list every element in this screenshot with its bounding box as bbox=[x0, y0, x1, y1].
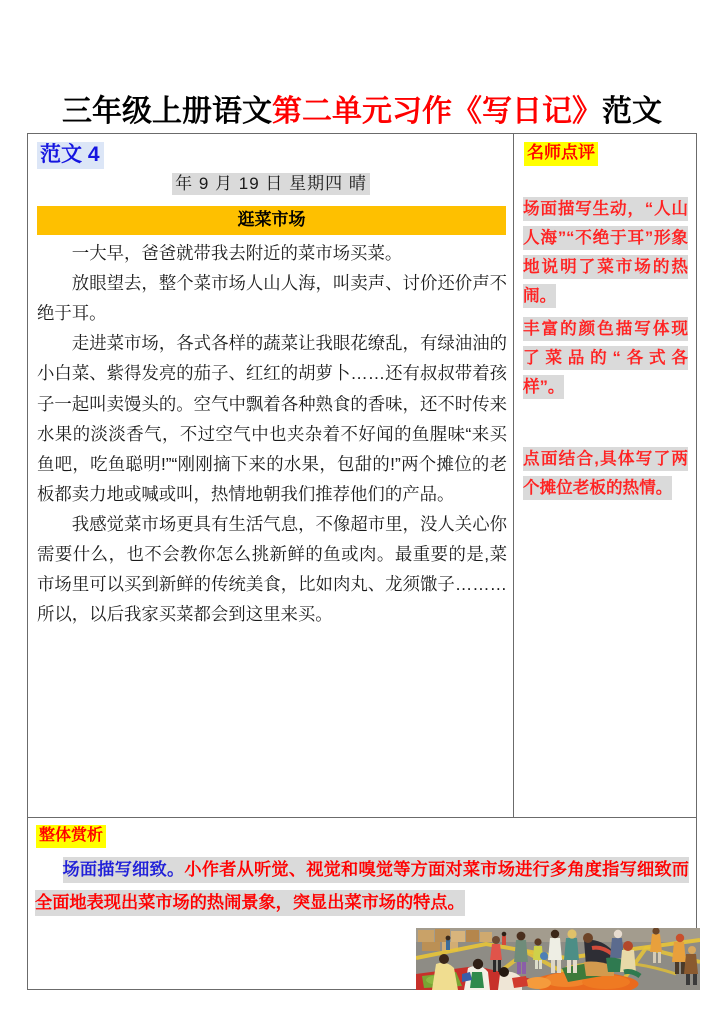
analysis-heading: 整体赏析 bbox=[36, 825, 106, 848]
essay-body bbox=[37, 238, 507, 629]
comment-item bbox=[523, 315, 688, 402]
analysis-blue-text: 场面描写细致。 bbox=[62, 859, 185, 879]
page-title bbox=[0, 86, 724, 130]
comment-text: 点面结合,具体写了两个摊位老板的热情。 bbox=[523, 447, 688, 500]
market-scene-illustration bbox=[416, 928, 700, 990]
essay-column bbox=[28, 134, 514, 817]
essay-paragraph: 我感觉菜市场更具有生活气息，不像超市里，没人关心你需要什么，也不会教你怎么挑新鲜的鱼或肉。最重要的是,菜市场里可以买到新鲜的传统美食，比如肉丸、龙须馓子………所以，以后我家买菜都会到这里来买。 bbox=[37, 513, 507, 625]
comment-text: 丰富的颜色描写体现了菜品的“各式各样”。 bbox=[523, 317, 688, 399]
sample-label: 范文 4 bbox=[37, 142, 104, 169]
document-table bbox=[27, 133, 697, 990]
page-title-part1: 三年级上册语文 bbox=[62, 95, 272, 128]
table-top-row bbox=[28, 134, 696, 817]
comment-item bbox=[523, 195, 688, 310]
comment-item bbox=[523, 445, 688, 503]
comments-column bbox=[515, 134, 698, 817]
comment-text: 场面描写生动，“人山人海”“不绝于耳”形象地说明了菜市场的热闹。 bbox=[523, 197, 688, 308]
diary-date-line bbox=[28, 171, 514, 197]
essay-paragraph: 一大早，爸爸就带我去附近的菜市场买菜。 bbox=[71, 243, 403, 263]
essay-title: 逛菜市场 bbox=[37, 206, 506, 235]
page-title-part3: 范文 bbox=[602, 95, 662, 128]
analysis-body bbox=[35, 853, 689, 919]
essay-paragraph: 放眼望去，整个菜市场人山人海，叫卖声、讨价还价声不绝于耳。 bbox=[37, 273, 507, 324]
analysis-red-text: 小作者从听觉、视觉和嗅觉等方面对菜市场进行多角度指写细致而全面地表现出菜市场的热闹景象，突显出菜市场的特点。 bbox=[35, 859, 689, 913]
essay-paragraph: 走进菜市场，各式各样的蔬菜让我眼花缭乱，有绿油油的小白菜、紫得发亮的茄子、红红的胡萝卜……还有叔叔带着孩子一起叫卖馒头的。空气中飘着各种熟食的香味，还不时传来水果的淡淡香气，不过空气中也夹杂着不好闻的鱼腥味“来买鱼吧，吃鱼聪明!”“刚刚摘下来的水果，包甜的!”两个摊位的老板都卖力地或喊或叫，热情地朝我们推荐他们的产品。 bbox=[37, 333, 507, 504]
comments-heading: 名师点评 bbox=[524, 142, 598, 166]
page-title-part2: 第二单元习作《写日记》 bbox=[272, 95, 602, 128]
diary-date-text: 年 9 月 19 日 星期四 晴 bbox=[172, 173, 370, 195]
